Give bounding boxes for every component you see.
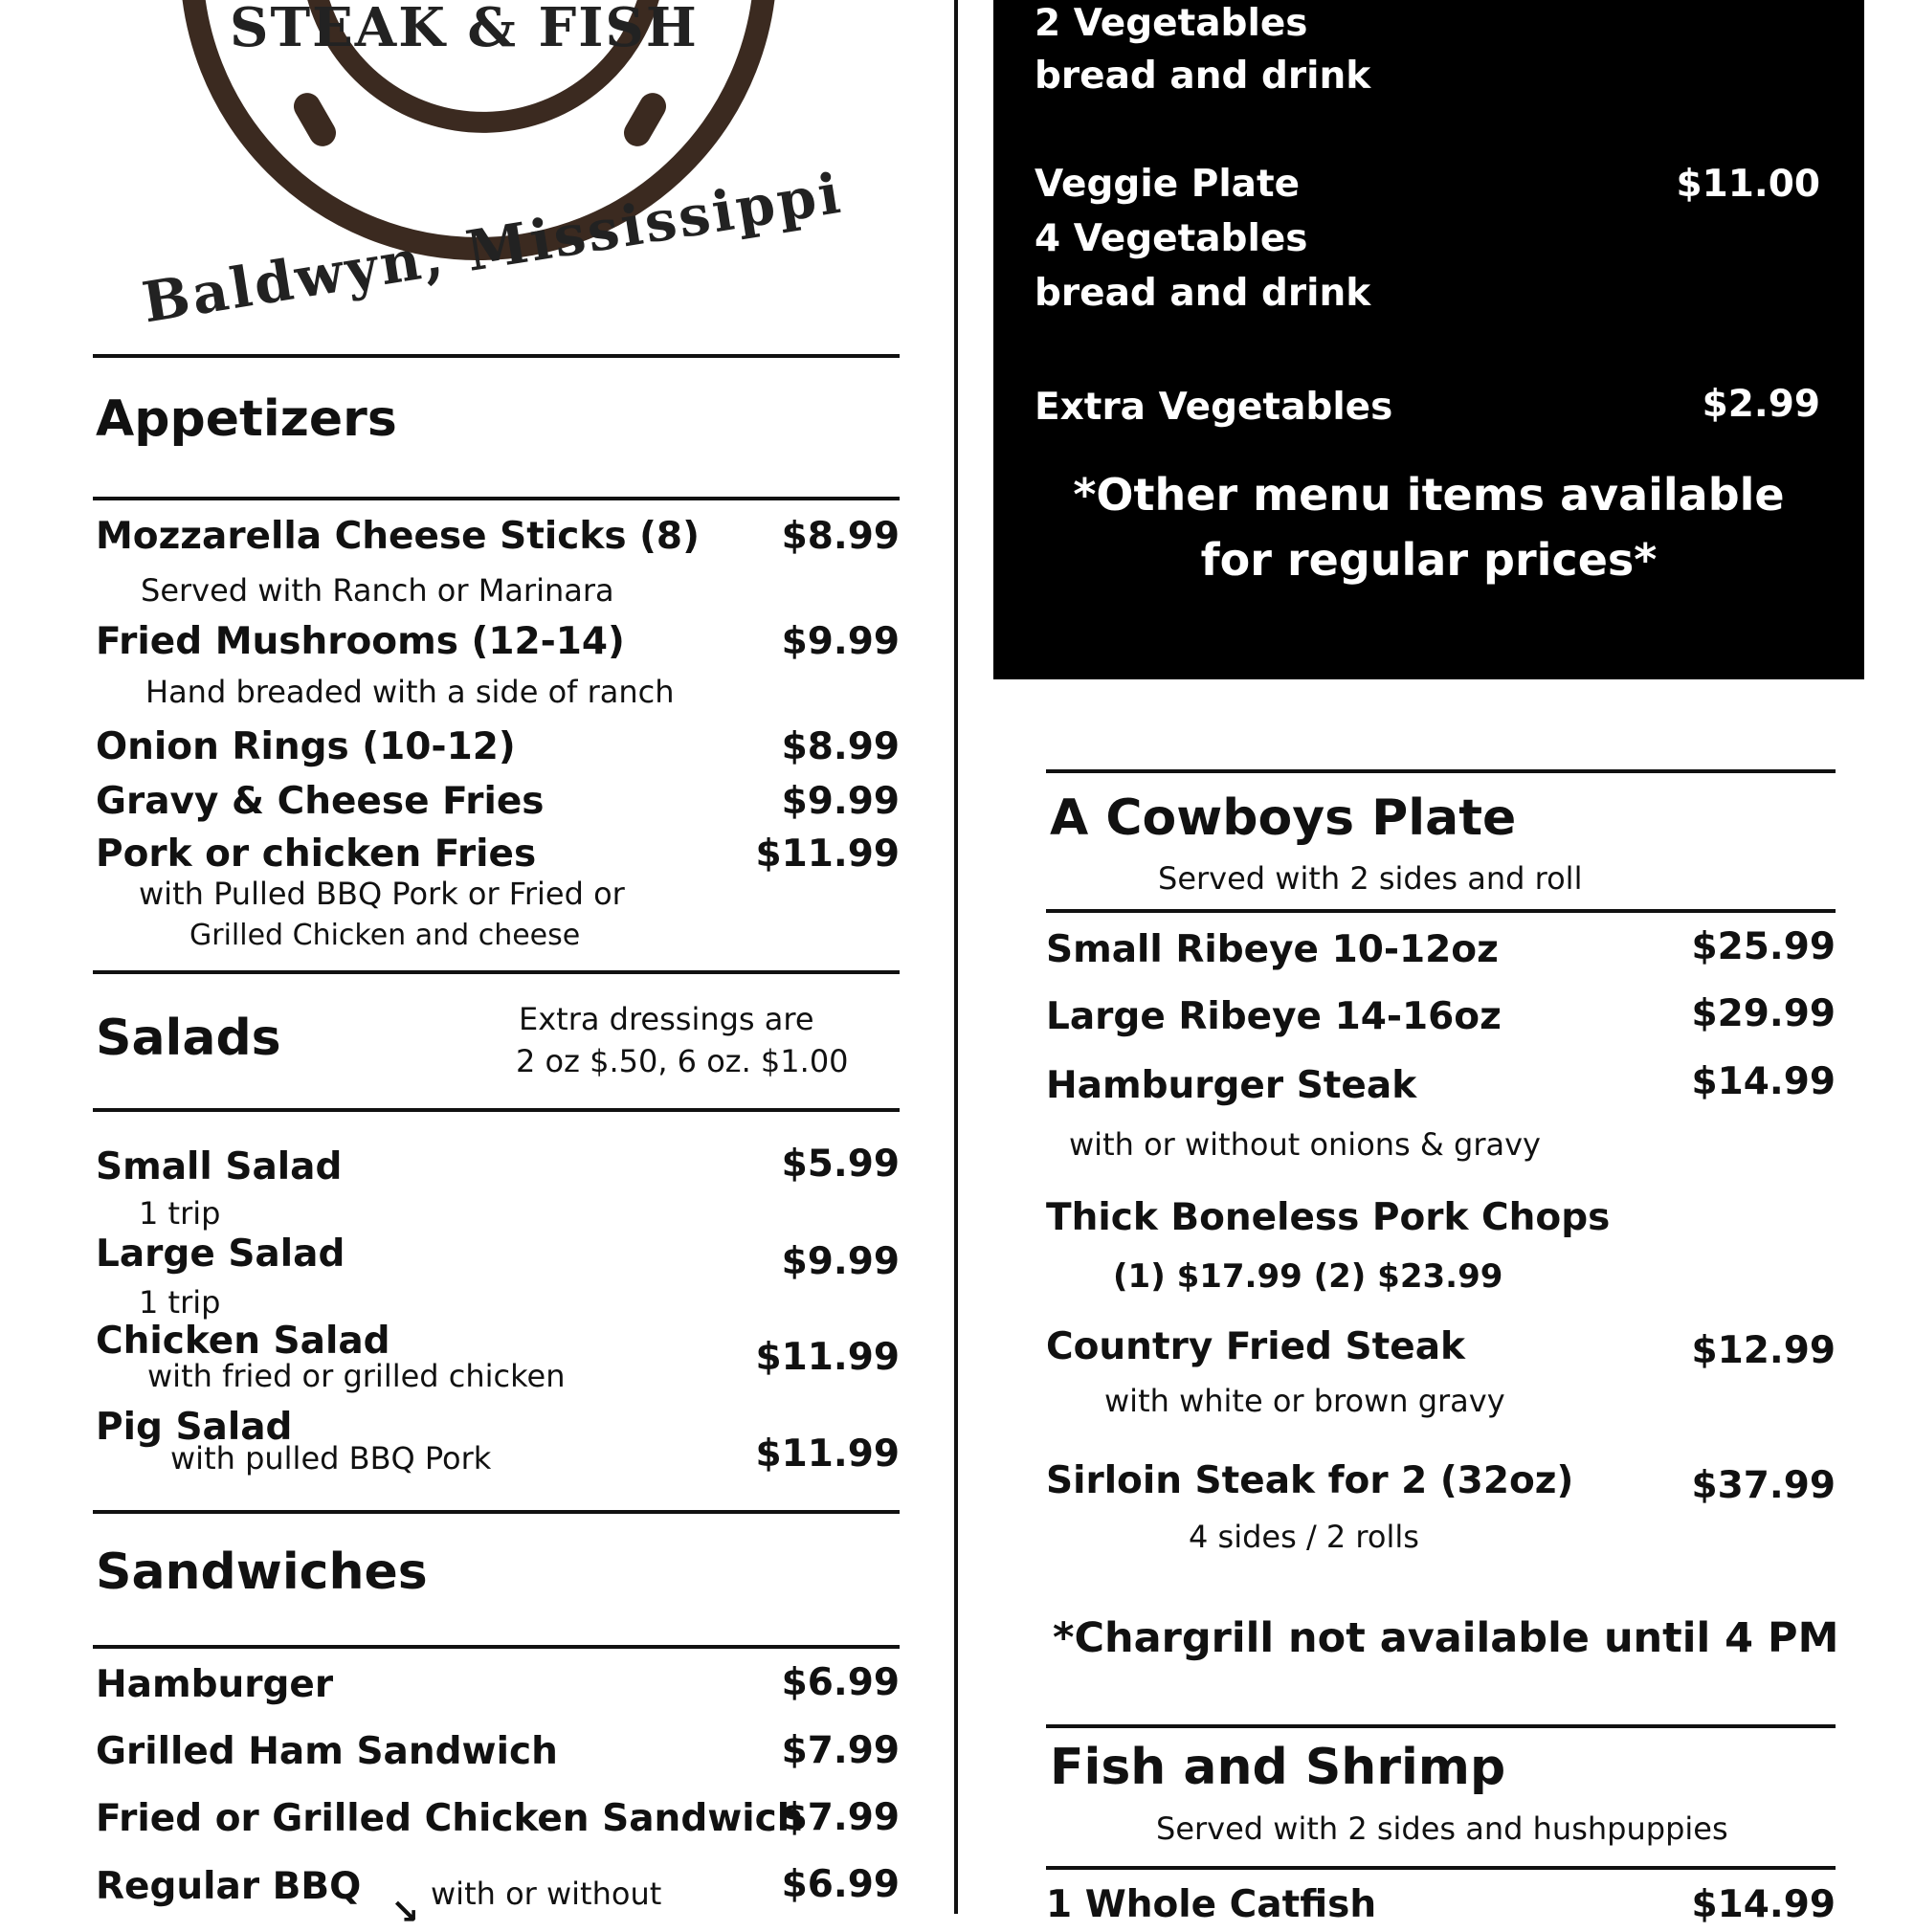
divider — [1046, 1866, 1836, 1870]
fish-heading: Fish and Shrimp — [1050, 1739, 1506, 1796]
menu-item-desc: 4 sides / 2 rolls — [1189, 1519, 1419, 1555]
menu-item-name: 1 Whole Catfish — [1046, 1883, 1377, 1926]
menu-item-price: $37.99 — [1691, 1464, 1836, 1507]
menu-item-price: $11.99 — [755, 1336, 900, 1379]
menu-item-name: Gravy & Cheese Fries — [96, 780, 545, 823]
menu-item-name: Sirloin Steak for 2 (32oz) — [1046, 1459, 1574, 1502]
sandwiches-heading: Sandwiches — [96, 1543, 428, 1601]
menu-item-name: Mozzarella Cheese Sticks (8) — [96, 515, 700, 558]
menu-item-desc: (1) $17.99 (2) $23.99 — [1113, 1257, 1503, 1296]
plate-desc: bread and drink — [1035, 55, 1371, 98]
menu-item-price: $9.99 — [781, 1240, 900, 1283]
menu-item-price: $7.99 — [781, 1796, 900, 1839]
menu-item-name: Pork or chicken Fries — [96, 833, 537, 876]
appetizers-heading: Appetizers — [96, 390, 397, 448]
veggie-plate-price: $11.00 — [1676, 163, 1820, 206]
divider — [93, 1510, 900, 1514]
menu-item-desc: Grilled Chicken and cheese — [189, 919, 581, 952]
logo-name: STEAK & FISH — [230, 0, 699, 59]
menu-item-desc: with fried or grilled chicken — [147, 1358, 566, 1394]
extra-vegetables-price: $2.99 — [1702, 383, 1820, 426]
plate-desc: bread and drink — [1035, 272, 1371, 315]
divider — [1046, 769, 1836, 773]
salads-heading: Salads — [96, 1010, 281, 1067]
menu-item-name: Hamburger Steak — [1046, 1064, 1417, 1107]
menu-item-price: $25.99 — [1691, 925, 1836, 968]
menu-item-name: Fried Mushrooms (12-14) — [96, 620, 625, 663]
menu-item-name: Fried or Grilled Chicken Sandwich — [96, 1797, 804, 1840]
menu-item-desc: with white or brown gravy — [1104, 1383, 1505, 1419]
menu-item-name: Small Salad — [96, 1145, 343, 1188]
divider — [93, 354, 900, 358]
menu-item-name: Large Ribeye 14-16oz — [1046, 995, 1502, 1038]
menu-item-desc: with pulled BBQ Pork — [170, 1440, 492, 1477]
arrow-icon: ↘ — [390, 1893, 420, 1932]
menu-item-price: $11.99 — [755, 833, 900, 876]
cowboys-heading: A Cowboys Plate — [1050, 789, 1517, 847]
menu-item-price: $8.99 — [781, 725, 900, 768]
menu-item-desc: 1 trip — [139, 1195, 221, 1232]
plate-desc: 2 Vegetables — [1035, 2, 1308, 45]
menu-item-price: $5.99 — [781, 1143, 900, 1186]
menu-item-price: $7.99 — [781, 1729, 900, 1772]
divider — [1046, 909, 1836, 913]
divider — [93, 1108, 900, 1112]
menu-item-name: Small Ribeye 10-12oz — [1046, 928, 1499, 971]
menu-item-desc: Served with Ranch or Marinara — [141, 572, 614, 609]
menu-item-price: $6.99 — [781, 1661, 900, 1704]
plates-note: *Other menu items available — [1073, 469, 1785, 521]
menu-item-desc: with or without onions & gravy — [1069, 1126, 1541, 1163]
chargrill-note: *Chargrill not available until 4 PM — [1053, 1614, 1839, 1662]
menu-item-price: $6.99 — [781, 1863, 900, 1906]
menu-item-price: $11.99 — [755, 1432, 900, 1476]
menu-item-name: Hamburger — [96, 1663, 334, 1706]
menu-item-price: $8.99 — [781, 515, 900, 558]
menu-item-name: Chicken Salad — [96, 1320, 390, 1363]
menu-item-price: $29.99 — [1691, 992, 1836, 1035]
menu-item-price: $12.99 — [1691, 1329, 1836, 1372]
menu-item-price: $14.99 — [1691, 1060, 1836, 1103]
menu-item-price: $9.99 — [781, 780, 900, 823]
column-divider — [954, 0, 958, 1914]
divider — [93, 1645, 900, 1649]
menu-item-name: Regular BBQ — [96, 1865, 362, 1908]
menu-item-name: Onion Rings (10-12) — [96, 725, 516, 768]
divider — [1046, 1724, 1836, 1728]
menu-item-name: Pig Salad — [96, 1406, 293, 1449]
menu-item-desc: with or without — [431, 1876, 662, 1912]
menu-item-name: Thick Boneless Pork Chops — [1046, 1196, 1611, 1239]
extra-vegetables-name: Extra Vegetables — [1035, 386, 1393, 429]
logo-location: Baldwyn, Mississippi — [138, 160, 848, 336]
menu-item-price: $9.99 — [781, 620, 900, 663]
plates-note: for regular prices* — [1200, 534, 1658, 586]
menu-item-price: $14.99 — [1691, 1883, 1836, 1926]
menu-item-desc: 1 trip — [139, 1284, 221, 1321]
menu-item-desc: with Pulled BBQ Pork or Fried or — [139, 876, 625, 912]
veggie-plate-name: Veggie Plate — [1035, 163, 1301, 206]
salads-note: 2 oz $.50, 6 oz. $1.00 — [516, 1043, 849, 1079]
plates-box — [993, 0, 1864, 679]
fish-subheading: Served with 2 sides and hushpuppies — [1156, 1810, 1728, 1847]
plate-desc: 4 Vegetables — [1035, 217, 1308, 260]
divider — [93, 497, 900, 500]
menu-item-name: Large Salad — [96, 1232, 345, 1276]
menu-item-name: Grilled Ham Sandwich — [96, 1730, 558, 1773]
menu-item-desc: Hand breaded with a side of ranch — [145, 674, 675, 710]
menu-item-name: Country Fried Steak — [1046, 1325, 1465, 1368]
cowboys-subheading: Served with 2 sides and roll — [1158, 860, 1583, 897]
divider — [93, 970, 900, 974]
salads-note: Extra dressings are — [519, 1001, 814, 1037]
